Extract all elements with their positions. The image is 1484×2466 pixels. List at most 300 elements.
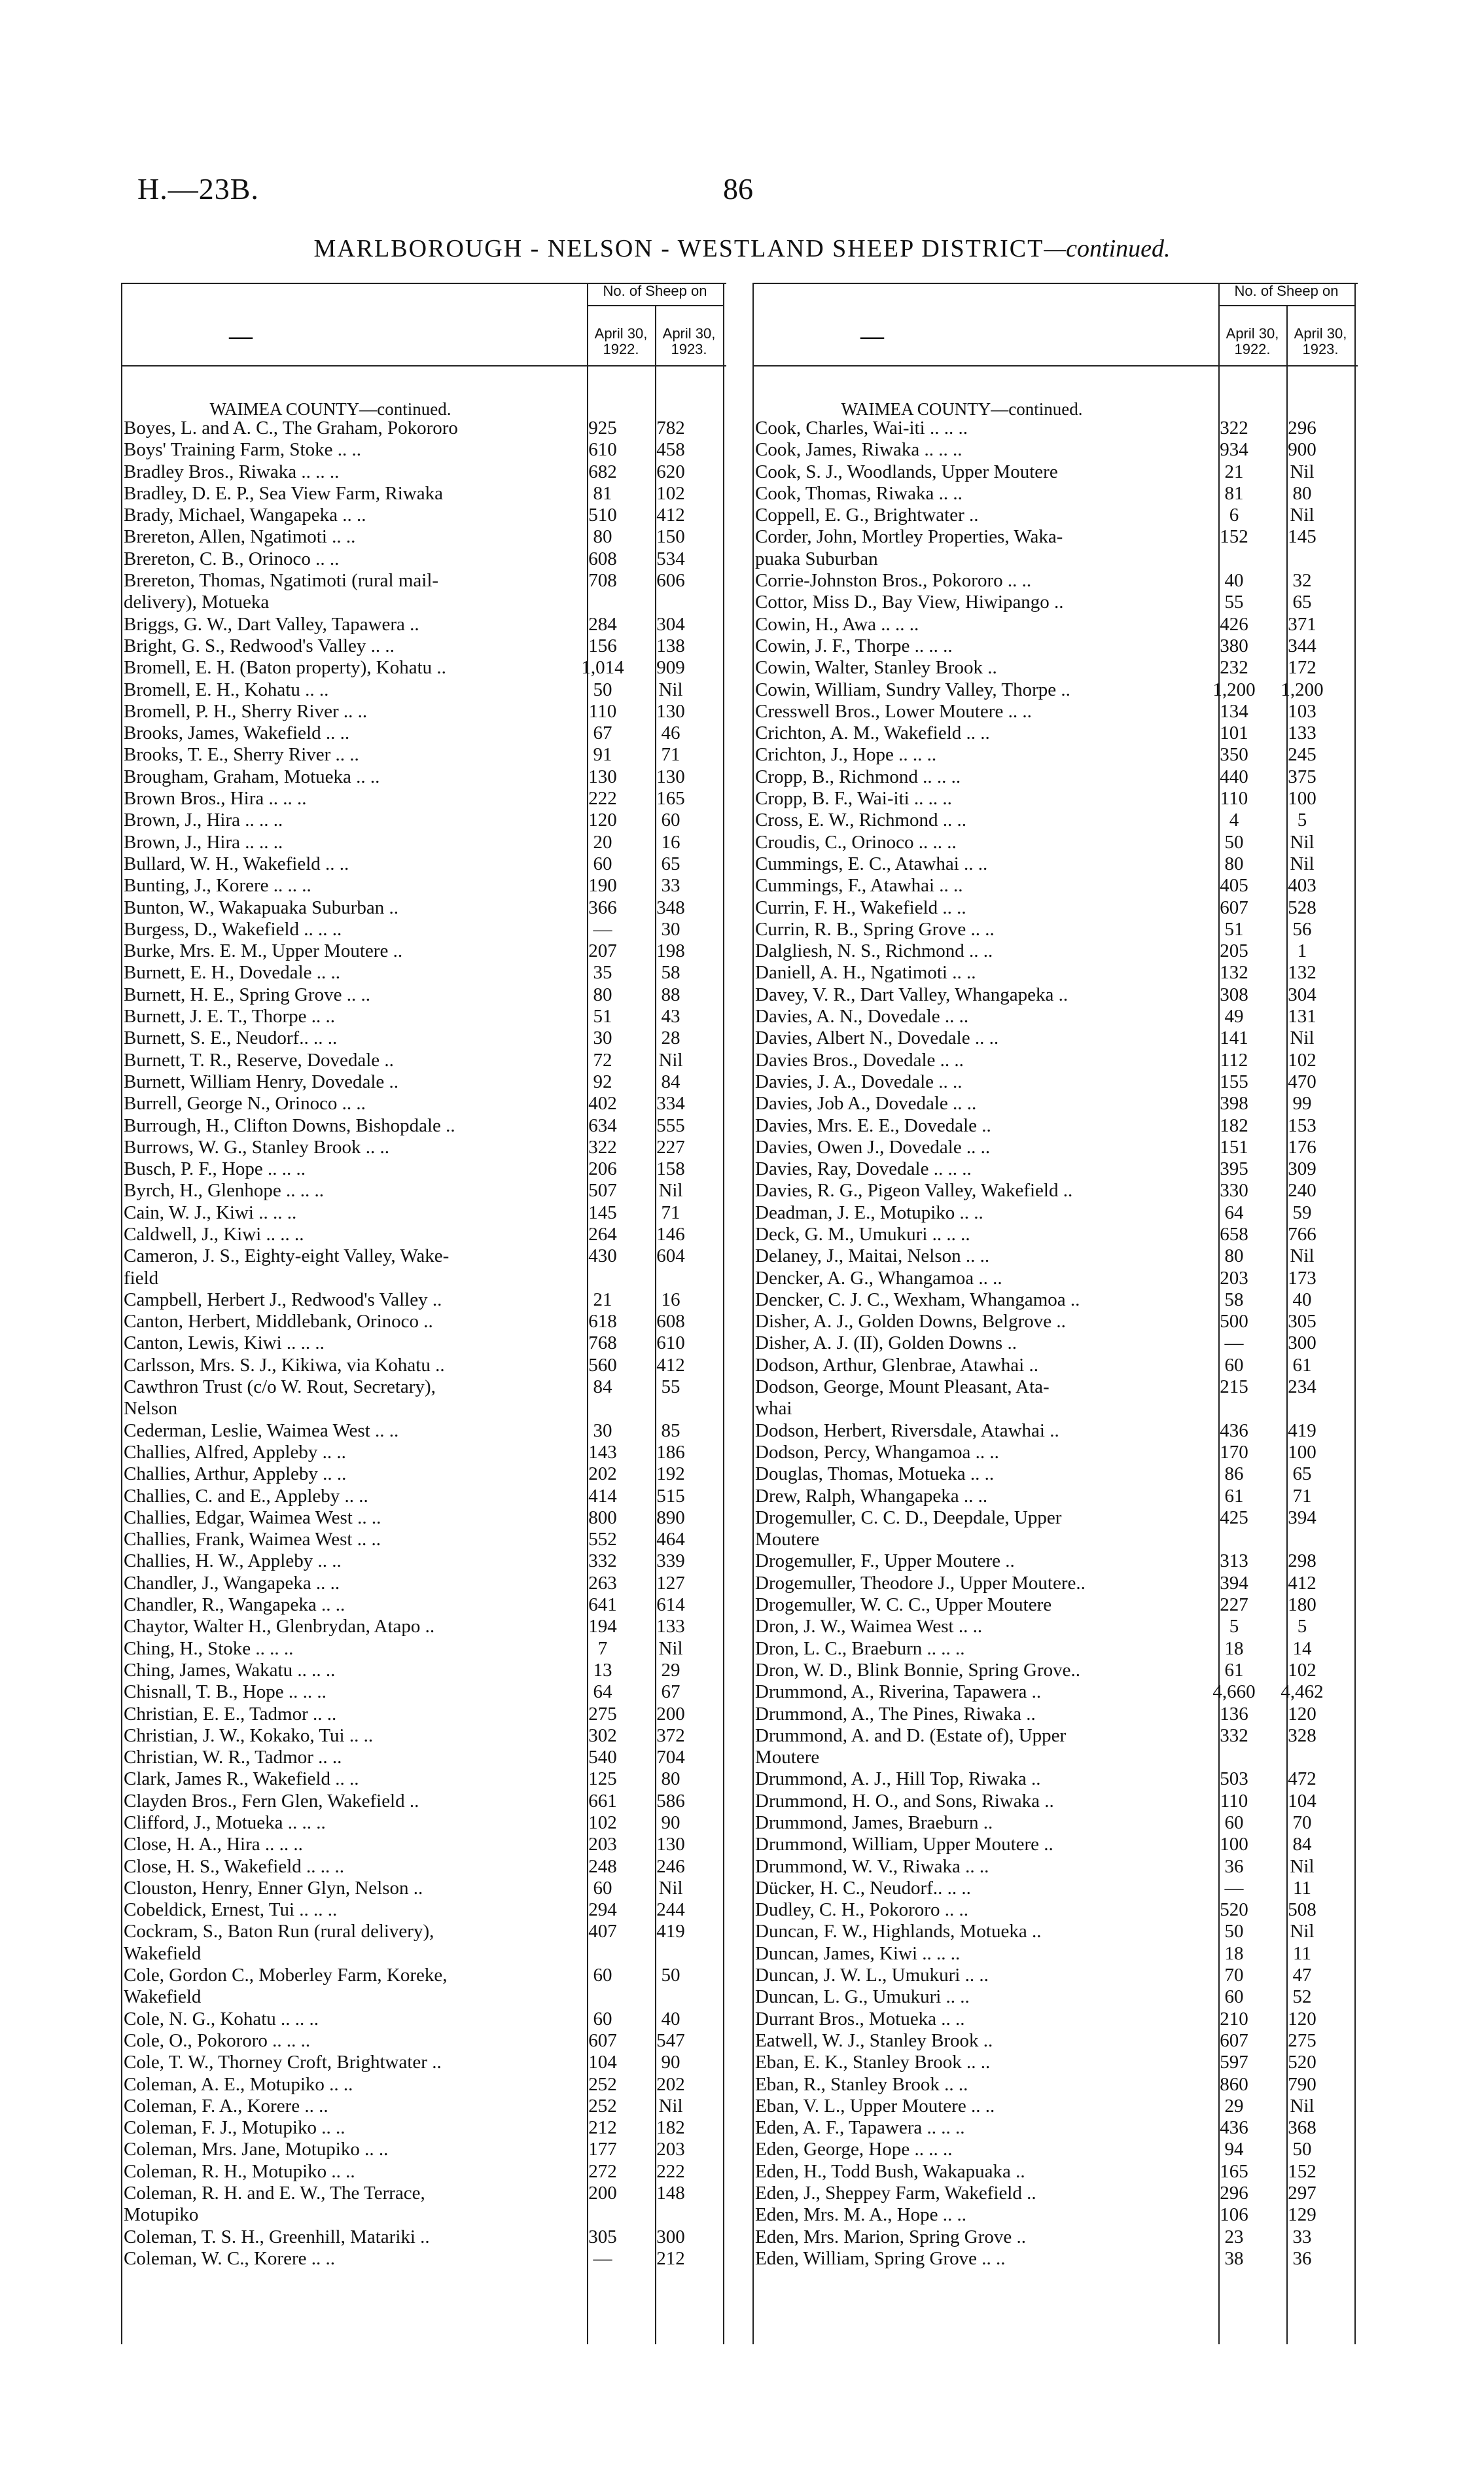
owner-name: Moutere	[755, 1747, 820, 1768]
table-row	[121, 1398, 726, 1420]
sheep-1923: 50	[661, 1965, 680, 1986]
table-row	[752, 679, 1358, 701]
owner-name: Coleman, R. H., Motupiko .. ..	[124, 2160, 355, 2182]
sheep-1922: 607	[588, 2029, 617, 2051]
table-row	[752, 1224, 1358, 1245]
owner-name: Carlsson, Mrs. S. J., Kikiwa, via Kohatu ..	[124, 1354, 445, 1376]
sheep-1922: 407	[588, 1921, 617, 1942]
table-row	[752, 897, 1358, 919]
sheep-1923: 304	[656, 613, 685, 635]
sheep-1923: 80	[1292, 482, 1312, 504]
sheep-1923: 298	[1288, 1550, 1316, 1572]
sheep-header: No. of Sheep on	[1234, 283, 1339, 299]
owner-name: Cole, N. G., Kohatu .. .. ..	[124, 2008, 319, 2029]
table-row	[752, 1878, 1358, 1899]
owner-name: Eban, R., Stanley Brook .. ..	[755, 2073, 968, 2095]
sheep-1922: 21	[593, 1289, 612, 1310]
table-row	[752, 2248, 1358, 2270]
sheep-1922: 507	[588, 1180, 617, 1202]
sheep-1922: 190	[588, 875, 617, 897]
table-row	[121, 1507, 726, 1529]
owner-name: Coleman, F. A., Korere .. ..	[124, 2095, 328, 2117]
sheep-1923: 67	[661, 1681, 680, 1703]
sheep-1923: 70	[1292, 1812, 1312, 1833]
table-row	[121, 744, 726, 766]
table-row	[121, 2052, 726, 2073]
sheep-1922: 708	[588, 570, 617, 592]
sheep-1923: 394	[1288, 1507, 1316, 1528]
sheep-1923: 133	[656, 1616, 685, 1637]
sheep-1922: 92	[593, 1071, 612, 1092]
table-row	[752, 2096, 1358, 2117]
sheep-1923: 186	[656, 1441, 685, 1463]
owner-name: Nelson	[124, 1398, 178, 1420]
sheep-1922: 436	[1220, 1420, 1248, 1441]
right-column-table	[752, 283, 1358, 2344]
table-row	[752, 1616, 1358, 1637]
sheep-1922: 520	[1220, 1899, 1248, 1921]
sheep-1922	[1200, 548, 1268, 570]
owner-name: Eban, E. K., Stanley Brook .. ..	[755, 2052, 991, 2073]
sheep-1922: 430	[588, 1245, 617, 1267]
sheep-1923: 120	[1288, 1703, 1316, 1724]
table-row	[121, 1486, 726, 1507]
table-row	[121, 1856, 726, 1878]
sheep-1922	[569, 1986, 637, 2008]
year-1923-header: April 30, 1923.	[662, 325, 716, 357]
sheep-1923: 180	[1288, 1594, 1316, 1616]
owner-name: Cowin, H., Awa .. .. ..	[755, 613, 919, 635]
table-row	[752, 2226, 1358, 2248]
owner-name: Eden, William, Spring Grove .. ..	[755, 2247, 1006, 2269]
sheep-1923	[1268, 548, 1336, 570]
table-row	[121, 1180, 726, 1202]
sheep-1923: 419	[656, 1921, 685, 1942]
table-row	[752, 1311, 1358, 1332]
table-row	[752, 1638, 1358, 1660]
owner-name: Canton, Herbert, Middlebank, Orinoco ..	[124, 1311, 433, 1332]
sheep-1923: 148	[656, 2183, 685, 2204]
sheep-1923: 11	[1293, 1877, 1311, 1899]
sheep-1923: 782	[656, 418, 685, 438]
sheep-1922: 60	[1224, 1986, 1244, 2008]
sheep-1923: Nil	[658, 1180, 683, 1202]
table-row	[121, 1224, 726, 1245]
sheep-1923: 234	[1288, 1376, 1316, 1398]
owner-name: Burgess, D., Wakefield .. .. ..	[124, 918, 342, 940]
sheep-1922: 21	[1224, 461, 1244, 482]
owner-name: Brereton, Thomas, Ngatimoti (rural mail-	[124, 570, 439, 592]
sheep-1923: 198	[656, 940, 685, 962]
table-row	[121, 1115, 726, 1137]
owner-name: Brereton, Allen, Ngatimoti .. ..	[124, 526, 356, 548]
sheep-1923: 620	[656, 461, 685, 482]
owner-name: Chandler, J., Wangapeka .. ..	[124, 1572, 340, 1594]
sheep-1923: 33	[1292, 2226, 1312, 2247]
owner-name: Cook, Thomas, Riwaka .. ..	[755, 482, 963, 504]
sheep-1922: 80	[593, 984, 612, 1005]
owner-name: Cook, Charles, Wai-iti .. .. ..	[755, 418, 968, 438]
sheep-1923: 152	[1288, 2160, 1316, 2182]
sheep-1922: 426	[1220, 613, 1248, 635]
sheep-1922: 177	[588, 2139, 617, 2160]
owner-name: Drogemuller, C. C. D., Deepdale, Upper	[755, 1507, 1062, 1528]
table-row	[121, 1986, 726, 2008]
table-row	[752, 744, 1358, 766]
table-row	[752, 2074, 1358, 2096]
sheep-1922: 143	[588, 1441, 617, 1463]
table-row	[752, 1050, 1358, 1071]
owner-name: Challies, Edgar, Waimea West .. ..	[124, 1507, 381, 1528]
table-row	[752, 1660, 1358, 1681]
owner-name: Bromell, P. H., Sherry River .. ..	[124, 700, 368, 722]
sheep-1922	[569, 2204, 637, 2226]
owner-name: Drummond, A. J., Hill Top, Riwaka ..	[755, 1768, 1041, 1790]
sheep-1922: 200	[588, 2183, 617, 2204]
owner-name: Deadman, J. E., Motupiko .. ..	[755, 1202, 983, 1223]
owner-name: Cook, S. J., Woodlands, Upper Moutere	[755, 461, 1058, 482]
table-row	[752, 875, 1358, 897]
sheep-1923: Nil	[658, 1049, 683, 1071]
sheep-1923: 300	[656, 2226, 685, 2247]
sheep-1922: 80	[1224, 853, 1244, 874]
owner-name: Burnett, T. R., Reserve, Dovedale ..	[124, 1049, 394, 1071]
sheep-1923: 300	[1288, 1332, 1316, 1354]
sheep-1922: 61	[1224, 1485, 1244, 1507]
table-row	[752, 1463, 1358, 1485]
sheep-1923: 50	[1292, 2139, 1312, 2160]
sheep-1922: 100	[1220, 1834, 1248, 1855]
owner-name: Bunting, J., Korere .. .. ..	[124, 875, 311, 897]
sheep-1923: Nil	[658, 1637, 683, 1659]
table-row	[752, 1071, 1358, 1093]
owner-name: Burrough, H., Clifton Downs, Bishopdale ..	[124, 1115, 455, 1136]
sheep-1923: 534	[656, 548, 685, 569]
table-row	[752, 1442, 1358, 1463]
sheep-1923: 419	[1288, 1420, 1316, 1441]
owner-name: delivery), Motueka	[124, 592, 270, 613]
county-subtitle: WAIMEA COUNTY—continued.	[841, 399, 1083, 419]
owner-name: Close, H. A., Hira .. .. ..	[124, 1834, 303, 1855]
sheep-1923	[637, 592, 705, 613]
owner-name: Currin, R. B., Spring Grove .. ..	[755, 918, 995, 940]
owner-name: Eban, V. L., Upper Moutere .. ..	[755, 2095, 995, 2117]
sheep-1922: 72	[593, 1049, 612, 1071]
table-row	[752, 2183, 1358, 2204]
table-row	[121, 439, 726, 461]
sheep-1922: 597	[1220, 2052, 1248, 2073]
sheep-1922: 206	[588, 1158, 617, 1180]
table-row	[752, 1006, 1358, 1028]
sheep-1922: —	[1224, 1877, 1244, 1899]
owner-name: Cross, E. W., Richmond .. ..	[755, 810, 967, 831]
owner-name: Drummond, A. and D. (Estate of), Upper	[755, 1724, 1067, 1746]
sheep-1922: 607	[1220, 897, 1248, 918]
sheep-1923: 173	[1288, 1267, 1316, 1289]
sheep-1923	[637, 2204, 705, 2226]
sheep-1923: 547	[656, 2029, 685, 2051]
table-row	[121, 788, 726, 810]
sheep-1923: 412	[656, 505, 685, 526]
sheep-1923: 200	[656, 1703, 685, 1724]
table-row	[121, 962, 726, 984]
sheep-1923: 275	[1288, 2029, 1316, 2051]
sheep-1923: 246	[656, 1855, 685, 1877]
sheep-1923: 227	[656, 1136, 685, 1158]
table-row	[752, 2204, 1358, 2226]
table-row	[752, 1899, 1358, 1921]
left-rows	[121, 418, 726, 2270]
table-row	[121, 657, 726, 679]
owner-name: Corrie-Johnston Bros., Pokororo .. ..	[755, 570, 1032, 592]
table-row	[121, 832, 726, 853]
sheep-1922: 91	[593, 744, 612, 766]
sheep-1923: 344	[1288, 635, 1316, 656]
owner-name: Dodson, George, Mount Pleasant, Ata-	[755, 1376, 1050, 1398]
sheep-1922: 125	[588, 1768, 617, 1790]
sheep-1922: 13	[593, 1659, 612, 1681]
table-row	[121, 1725, 726, 1747]
sheep-1923: Nil	[1290, 2095, 1315, 2117]
sheep-1923	[637, 1398, 705, 1420]
sheep-1923: 458	[656, 439, 685, 461]
owner-name: Bromell, E. H., Kohatu .. ..	[124, 679, 329, 700]
owner-name: Bullard, W. H., Wakefield .. ..	[124, 853, 349, 874]
owner-name: Brady, Michael, Wangapeka .. ..	[124, 505, 366, 526]
sheep-1922: 110	[1220, 1790, 1248, 1812]
owner-name: Brooks, T. E., Sherry River .. ..	[124, 744, 359, 766]
owner-name: Cameron, J. S., Eighty-eight Valley, Wake-	[124, 1245, 450, 1267]
owner-name: Eden, George, Hope .. .. ..	[755, 2139, 953, 2160]
sheep-1923: 240	[1288, 1180, 1316, 1202]
sheep-1922: 110	[588, 700, 617, 722]
owner-name: Durrant Bros., Motueka .. ..	[755, 2008, 965, 2029]
owner-name: Bunton, W., Wakapuaka Suburban ..	[124, 897, 399, 918]
table-row	[121, 461, 726, 483]
sheep-1922: 610	[588, 439, 617, 461]
owner-name: Busch, P. F., Hope .. .. ..	[124, 1158, 306, 1180]
sheep-1922: 252	[588, 2073, 617, 2095]
table-row	[121, 1311, 726, 1332]
table-row	[121, 570, 726, 592]
sheep-1923: 464	[656, 1529, 685, 1550]
sheep-1923: 212	[656, 2247, 685, 2269]
sheep-1923: 304	[1288, 984, 1316, 1005]
owner-name: Drew, Ralph, Whangapeka .. ..	[755, 1485, 988, 1507]
table-row	[752, 1115, 1358, 1137]
sheep-1923: 176	[1288, 1136, 1316, 1158]
table-row	[121, 548, 726, 570]
sheep-1923: 5	[1297, 1616, 1307, 1637]
table-row	[121, 1791, 726, 1812]
sheep-1922	[1200, 1747, 1268, 1768]
owner-name: Duncan, L. G., Umukuri .. ..	[755, 1986, 970, 2008]
table-row	[121, 1158, 726, 1180]
sheep-1922: 58	[1224, 1289, 1244, 1310]
owner-name: Drogemuller, Theodore J., Upper Moutere..	[755, 1572, 1086, 1594]
owner-name: Briggs, G. W., Dart Valley, Tapawera ..	[124, 613, 419, 635]
table-row	[121, 2030, 726, 2052]
sheep-1923: 52	[1292, 1986, 1312, 2008]
table-row	[752, 1943, 1358, 1965]
sheep-1922: 641	[588, 1594, 617, 1616]
sheep-1922: 207	[588, 940, 617, 962]
table-row	[121, 766, 726, 788]
sheep-1923: 403	[1288, 875, 1316, 897]
table-row	[121, 1616, 726, 1637]
sheep-1923: Nil	[1290, 853, 1315, 874]
owner-name: Dron, J. W., Waimea West .. ..	[755, 1616, 983, 1637]
table-row	[121, 1921, 726, 1942]
owner-name: Cobeldick, Ernest, Tui .. .. ..	[124, 1899, 338, 1921]
owner-name: Dodson, Herbert, Riversdale, Atawhai ..	[755, 1420, 1059, 1441]
owner-name: Currin, F. H., Wakefield .. ..	[755, 897, 966, 918]
owner-name: Duncan, F. W., Highlands, Motueka ..	[755, 1921, 1042, 1942]
table-row	[752, 1965, 1358, 1986]
owner-name: Dodson, Percy, Whangamoa .. ..	[755, 1441, 999, 1463]
table-row	[121, 635, 726, 657]
sheep-1923: 60	[661, 810, 680, 831]
table-row	[752, 2052, 1358, 2073]
owner-name: Dücker, H. C., Neudorf.. .. ..	[755, 1877, 971, 1899]
sheep-1922: 5	[1229, 1616, 1239, 1637]
table-row	[752, 940, 1358, 962]
sheep-1923	[1268, 1529, 1336, 1550]
sheep-1923: 182	[656, 2117, 685, 2139]
left-column-table	[121, 283, 726, 2344]
sheep-1922: 7	[597, 1637, 608, 1659]
table-row	[752, 1420, 1358, 1442]
sheep-1923: 1	[1297, 940, 1307, 962]
sheep-1922: 70	[1224, 1965, 1244, 1986]
table-row	[752, 439, 1358, 461]
table-row	[752, 1768, 1358, 1790]
table-row	[121, 1704, 726, 1725]
sheep-1923: 145	[1288, 526, 1316, 548]
table-row	[752, 1594, 1358, 1616]
owner-name: Cowin, J. F., Thorpe .. .. ..	[755, 635, 953, 656]
table-row	[121, 1529, 726, 1550]
sheep-1923	[637, 1943, 705, 1965]
owner-name: Cole, O., Pokororo .. .. ..	[124, 2029, 311, 2051]
table-row	[121, 2117, 726, 2139]
owner-name: Coleman, Mrs. Jane, Motupiko .. ..	[124, 2139, 389, 2160]
sheep-1922: 202	[588, 1463, 617, 1485]
sheep-1922: —	[593, 2247, 612, 2269]
sheep-1923: 11	[1293, 1942, 1311, 1964]
table-row	[121, 1137, 726, 1158]
sheep-1922: 607	[1220, 2029, 1248, 2051]
owner-name: Cummings, F., Atawhai .. ..	[755, 875, 963, 897]
table-row	[121, 1943, 726, 1965]
sheep-1923: 1,200	[1281, 679, 1324, 700]
sheep-1923: 412	[656, 1354, 685, 1376]
owner-name: Delaney, J., Maitai, Nelson .. ..	[755, 1245, 990, 1267]
sheep-1922: 38	[1224, 2247, 1244, 2269]
sheep-1923: Nil	[1290, 1028, 1315, 1049]
sheep-1923: Nil	[1290, 1245, 1315, 1267]
sheep-1922: 308	[1220, 984, 1248, 1005]
year-1922-header: April 30, 1922.	[1226, 325, 1279, 357]
owner-name: Davies, A. N., Dovedale .. ..	[755, 1006, 969, 1028]
sheep-1923: 58	[661, 962, 680, 984]
sheep-1922: 36	[1224, 1855, 1244, 1877]
owner-name: Eden, H., Todd Bush, Wakapuaka ..	[755, 2160, 1025, 2182]
sheep-1923: 65	[1292, 592, 1312, 613]
sheep-1923: 40	[661, 2008, 680, 2029]
table-row	[121, 2139, 726, 2160]
sheep-1922: 332	[1220, 1724, 1248, 1746]
sheep-1922: 40	[1224, 570, 1244, 592]
table-row	[752, 1355, 1358, 1376]
sheep-1923: 100	[1288, 1441, 1316, 1463]
table-row	[121, 1028, 726, 1049]
owner-name: Clifford, J., Motueka .. .. ..	[124, 1812, 326, 1833]
sheep-1922: 130	[588, 766, 617, 787]
owner-name: Dodson, Arthur, Glenbrae, Atawhai ..	[755, 1354, 1038, 1376]
owner-name: Boyes, L. and A. C., The Graham, Pokororo	[124, 418, 458, 438]
owner-name: Wakefield	[124, 1942, 202, 1964]
sheep-1922: 440	[1220, 766, 1248, 787]
sheep-1923: 309	[1288, 1158, 1316, 1180]
table-row	[121, 1812, 726, 1834]
owner-name: Drummond, James, Braeburn ..	[755, 1812, 993, 1833]
table-row	[121, 614, 726, 635]
table-row	[752, 2117, 1358, 2139]
sheep-1922: 194	[588, 1616, 617, 1637]
sheep-1922: 20	[593, 831, 612, 853]
sheep-1923	[1268, 1747, 1336, 1768]
sheep-1923: 104	[1288, 1790, 1316, 1812]
sheep-1922: 102	[588, 1812, 617, 1833]
sheep-1923: Nil	[1290, 505, 1315, 526]
sheep-1923: 520	[1288, 2052, 1316, 2073]
table-row	[752, 1529, 1358, 1550]
sheep-1922: 1,014	[581, 657, 624, 679]
table-row	[121, 1747, 726, 1768]
table-row	[121, 1245, 726, 1267]
table-row	[752, 418, 1358, 439]
sheep-1923: 28	[661, 1028, 680, 1049]
table-row	[121, 1006, 726, 1028]
sheep-1923: 296	[1288, 418, 1316, 438]
sheep-1922	[1200, 1398, 1268, 1420]
sheep-1923: 470	[1288, 1071, 1316, 1092]
sheep-1922: 248	[588, 1855, 617, 1877]
sheep-1922: 313	[1220, 1550, 1248, 1572]
sheep-1923: 84	[661, 1071, 680, 1092]
sheep-1923: 245	[1288, 744, 1316, 766]
owner-name: Dron, W. D., Blink Bonnie, Spring Grove..	[755, 1659, 1081, 1681]
sheep-1922: 156	[588, 635, 617, 656]
sheep-1923: 127	[656, 1572, 685, 1594]
owner-name: Ching, H., Stoke .. .. ..	[124, 1637, 294, 1659]
owner-name: Drummond, W. V., Riwaka .. ..	[755, 1855, 989, 1877]
sheep-1923: 16	[661, 1289, 680, 1310]
sheep-1923: 85	[661, 1420, 680, 1441]
sheep-1923: 43	[661, 1006, 680, 1028]
sheep-1922: 4	[1229, 810, 1239, 831]
table-row	[121, 1899, 726, 1921]
owner-name: Campbell, Herbert J., Redwood's Valley ..	[124, 1289, 442, 1310]
owner-name: Burnett, S. E., Neudorf.. .. ..	[124, 1028, 338, 1049]
table-row	[121, 505, 726, 526]
table-row	[121, 1355, 726, 1376]
sheep-1922: 81	[593, 482, 612, 504]
table-row	[752, 570, 1358, 592]
owner-name: Drummond, A., Riverina, Tapawera ..	[755, 1681, 1042, 1703]
sheep-1923: 371	[1288, 613, 1316, 635]
